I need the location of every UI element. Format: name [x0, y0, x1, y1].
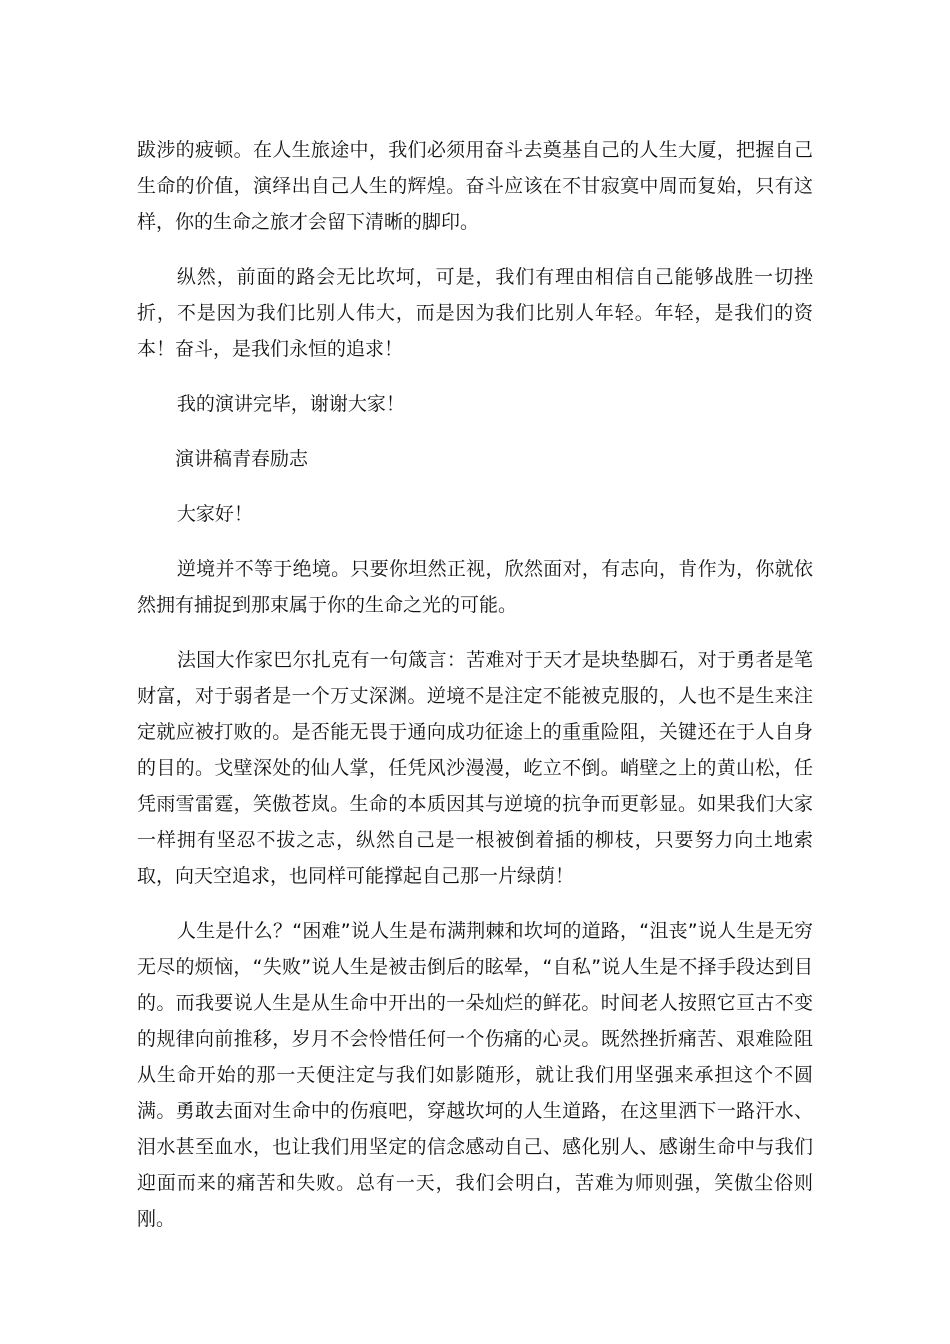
paragraph-continued: 跋涉的疲顿。在人生旅途中，我们必须用奋斗去奠基自己的人生大厦，把握自己生命的价值，演绎出自己人生的辉煌。奋斗应该在不甘寂寞中周而复始，只有这样，你的生命之旅才会留下清晰的脚印。: [137, 139, 813, 233]
paragraph-resolve: 纵然，前面的路会无比坎坷，可是，我们有理由相信自己能够战胜一切挫折，不是因为我们比别人伟大，而是因为我们比别人年轻。年轻，是我们的资本！奋斗，是我们永恒的追求！: [137, 266, 813, 360]
paragraph-life: 人生是什么？“困难”说人生是布满荆棘和坎坷的道路，“沮丧”说人生是无穷无尽的烦恼，“失败”说人生是被击倒后的眩晕，“自私”说人生是不择手段达到目的。而我要说人生是从生命中开出的一朵灿烂的鲜花。时间老人按照它亘古不变的规律向前推移，岁月不会怜惜任何一个伤痛的心灵。既然挫折痛苦、艰难险阻从生命开始的那一天便注定与我们如影随形，就让我们用坚强来承担这个不圆满。勇敢去面对生命中的伤痕吧，穿越坎坷的人生道路，在这里洒下一路汗水、泪水甚至血水，也让我们用坚定的信念感动自己、感化别人、感谢生命中与我们迎面而来的痛苦和失败。总有一天，我们会明白，苦难为师则强，笑傲尘俗则刚。: [137, 920, 813, 1230]
section-title: 演讲稿青春励志: [175, 448, 309, 470]
paragraph-closing: 我的演讲完毕，谢谢大家！: [176, 393, 405, 415]
paragraph-adversity: 逆境并不等于绝境。只要你坦然正视，欣然面对，有志向，肯作为，你就依然拥有捕捉到那束属于你的生命之光的可能。: [137, 558, 813, 616]
document-body: [137, 132, 813, 1256]
paragraph-balzac: 法国大作家巴尔扎克有一句箴言：苦难对于天才是块垫脚石，对于勇者是笔财富，对于弱者是一个万丈深渊。逆境不是注定不能被克服的，人也不是生来注定就应被打败的。是否能无畏于通向成功征途上的重重险阻，关键还在于人自身的目的。戈壁深处的仙人掌，任凭风沙漫漫，屹立不倒。峭壁之上的黄山松，任凭雨雪雷霆，笑傲苍岚。生命的本质因其与逆境的抗争而更彰显。如果我们大家一样拥有坚忍不拔之志，纵然自己是一根被倒着插的柳枝，只要努力向土地索取，向天空追求，也同样可能撑起自己那一片绿荫！: [137, 649, 813, 887]
greeting: 大家好！: [176, 503, 253, 525]
